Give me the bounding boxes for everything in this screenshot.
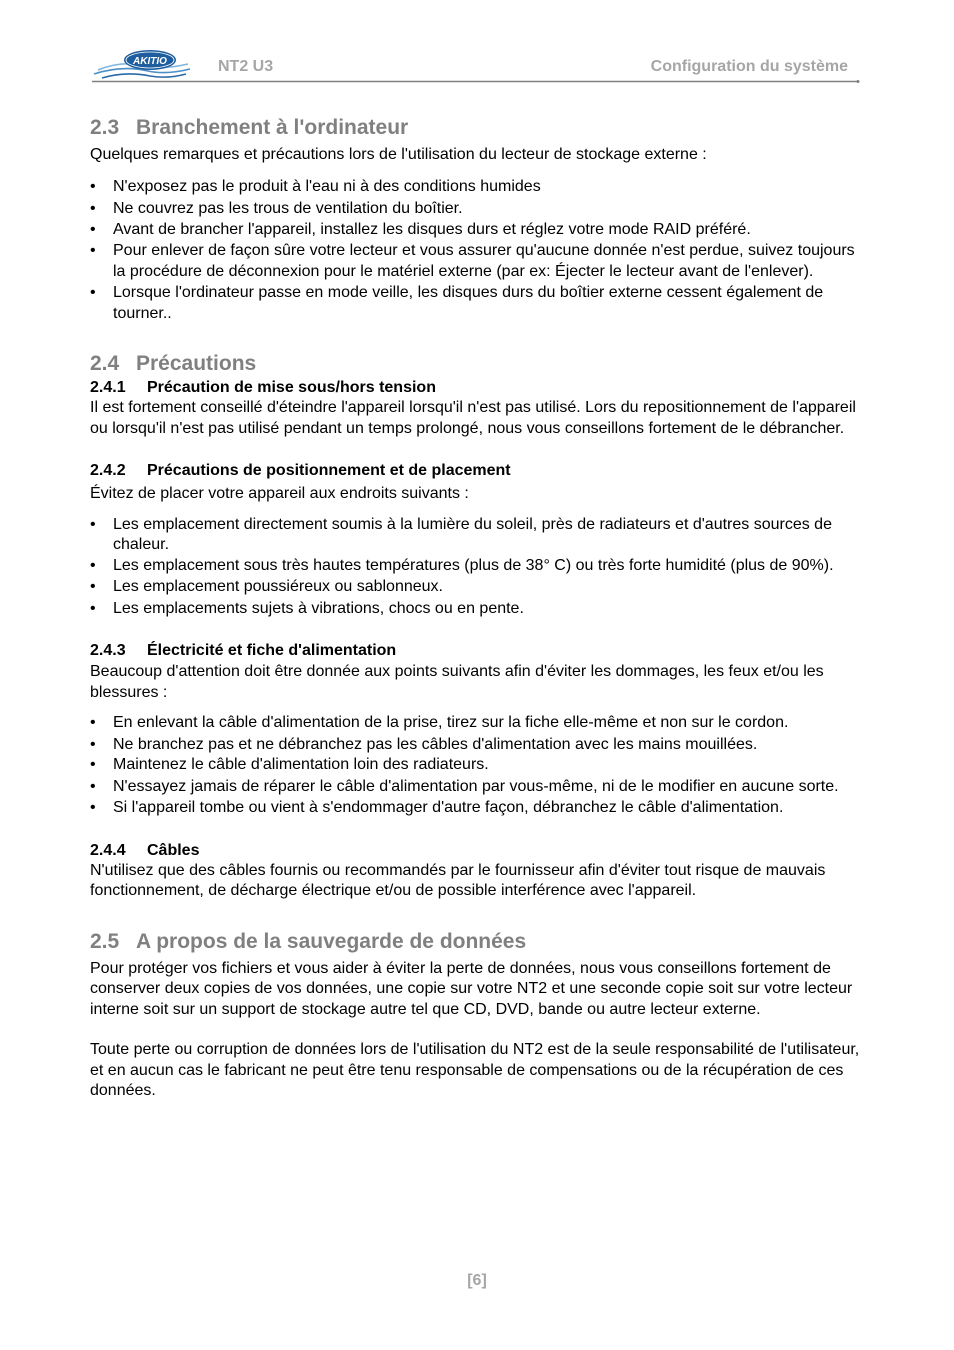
list-item: • Les emplacement poussiéreux ou sablonneux. (90, 577, 864, 598)
list-item: • Les emplacement sous très hautes températures (plus de 38° C) ou très forte humidité (plus de 90%). (90, 556, 864, 577)
subsection-number: 2.4.3 (90, 642, 126, 659)
list-item: • En enlevant la câble d'alimentation de la prise, tirez sur la fiche elle-même et non sur le cordon. (90, 713, 864, 734)
list-item: • Lorsque l'ordinateur passe en mode veille, les disques durs du boîtier externe cessent également de tourner.. (90, 283, 864, 324)
header-section-title: Configuration du système (650, 58, 848, 75)
list-item: • Avant de brancher l'appareil, installez les disques durs et réglez votre mode RAID préféré. (90, 220, 864, 241)
section-number: 2.5 (90, 929, 120, 953)
subsection-number: 2.4.2 (90, 462, 126, 479)
section-heading-2-5 (90, 928, 864, 956)
list-item: • Si l'appareil tombe ou vient à s'endommager d'autre façon, débranchez le câble d'alimentation. (90, 798, 864, 819)
subsection-heading-2-4-3 (90, 641, 864, 661)
section-title: Branchement à l'ordinateur (136, 116, 409, 139)
subsection-heading-2-4-1 (90, 378, 864, 398)
section-heading-2-4 (90, 350, 864, 378)
subsection-title: Précaution de mise sous/hors tension (147, 379, 436, 396)
subsection-heading-2-4-2 (90, 461, 864, 481)
header-model: NT2 U3 (218, 58, 274, 75)
section-number: 2.4 (90, 352, 120, 375)
section-title: Précautions (136, 352, 257, 375)
page-content (90, 114, 864, 1102)
section-heading-2-3 (90, 114, 864, 142)
svg-text:AKITIO: AKITIO (133, 56, 167, 67)
paragraph: Il est fortement conseillé d'éteindre l'appareil lorsqu'il n'est pas utilisé. Lors du repositionnement de l'appareil ou lorsqu'il n'est pas utilisé pendant un temps prolongé, nous vous conseillons fortement de le débrancher. (90, 399, 856, 437)
page-header (92, 40, 862, 92)
subsection-title: Électricité et fiche d'alimentation (147, 642, 397, 659)
subsection-number: 2.4.4 (90, 841, 126, 859)
list-item: • N'exposez pas le produit à l'eau ni à des conditions humides (90, 177, 864, 198)
bullet-list (90, 713, 864, 819)
section-title: A propos de la sauvegarde de données (136, 929, 527, 953)
subsection-number: 2.4.1 (90, 379, 126, 396)
list-item: • Pour enlever de façon sûre votre lecteur et vous assurer qu'aucune donnée n'est perdue, suivez toujours la procédure de déconnexion pour le matériel externe (par ex: Éjecter le lecteur avant de l'enlever). (90, 241, 864, 282)
section-number: 2.3 (90, 116, 120, 139)
list-item: • Les emplacements sujets à vibrations, chocs ou en pente. (90, 599, 864, 620)
list-item: • Ne branchez pas et ne débranchez pas les câbles d'alimentation avec les mains mouillées. (90, 735, 864, 756)
list-item: • N'essayez jamais de réparer le câble d'alimentation par vous-même, ni de le modifier en aucune sorte. (90, 777, 864, 798)
subsection-heading-2-4-4 (90, 841, 864, 861)
header-rule (92, 80, 862, 83)
bullet-list (90, 515, 864, 620)
paragraph: Pour protéger vos fichiers et vous aider à éviter la perte de données, nous vous conseillons fortement de conserver deux copies de vos données, une copie sur votre NT2 et une seconde copie soit sur votre lecteur interne soit sur un support de stockage autre tel que CD, DVD, bande ou autre lecteur externe. (90, 959, 853, 1018)
subsection-title: Câbles (147, 841, 200, 859)
subsection-title: Précautions de positionnement et de placement (147, 462, 511, 479)
paragraph: Beaucoup d'attention doit être donnée aux points suivants afin d'éviter les dommages, les feux et/ou les blessures : (90, 663, 824, 701)
list-item: • Ne couvrez pas les trous de ventilation du boîtier. (90, 199, 864, 220)
list-item: • Les emplacement directement soumis à la lumière du soleil, près de radiateurs et d'autres sources de chaleur. (90, 515, 864, 556)
list-item: • Maintenez le câble d'alimentation loin des radiateurs. (90, 755, 864, 776)
paragraph: Toute perte ou corruption de données lors de l'utilisation du NT2 est de la seule responsabilité de l'utilisateur, et en aucun cas le fabricant ne peut être tenu responsable de compensations ou de la récupération de ces données. (90, 1041, 860, 1099)
page-number: [6] (467, 1272, 487, 1289)
paragraph: N'utilisez que des câbles fournis ou recommandés par le fournisseur afin d'éviter tout risque de mauvais fonctionnement, de décharge électrique et/ou de possible interférence avec l'appareil. (90, 861, 826, 899)
paragraph: Évitez de placer votre appareil aux endroits suivants : (90, 485, 469, 502)
paragraph: Quelques remarques et précautions lors de l'utilisation du lecteur de stockage externe : (90, 146, 707, 163)
bullet-list (90, 177, 864, 325)
